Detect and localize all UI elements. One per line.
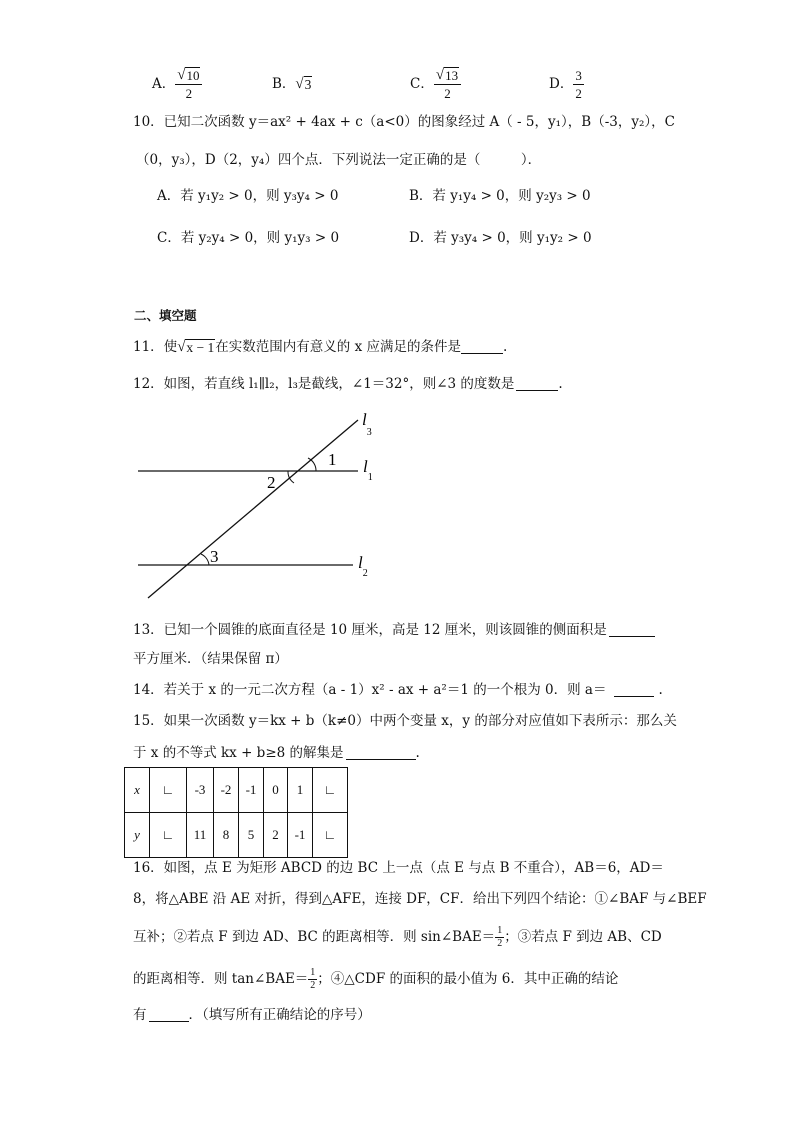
value-table: [124, 767, 348, 858]
line-l3: [148, 420, 358, 598]
option-label: C．: [410, 76, 434, 92]
q10-option-a: A．若 y₁y₂ > 0，则 y₃y₄ > 0: [157, 188, 339, 204]
table-cell: ∟: [150, 813, 187, 858]
option-label: A．: [152, 76, 176, 92]
parallel-lines-figure: [130, 408, 390, 604]
line-label-l2: $l_2$: [358, 553, 368, 579]
q16-line2: 8，将△ABE 沿 AE 对折，得到△AFE，连接 DF，CF．给出下列四个结论：①∠BAF 与∠BEF: [133, 891, 707, 907]
angle-label-2: 2: [267, 473, 276, 492]
q13-line2: 平方厘米．（结果保留 π）: [133, 651, 288, 667]
table-cell: 1: [288, 768, 313, 813]
table-cell: x: [125, 768, 150, 813]
angle-arc-3: [201, 554, 209, 565]
line-label-l3: $l_3$: [362, 410, 372, 438]
q15-line2: 于 x 的不等式 kx + b≥8 的解集是 .: [133, 745, 420, 761]
section-title: 二、填空题: [134, 308, 197, 323]
answer-blank[interactable]: [346, 747, 416, 760]
table-cell: ∟: [150, 768, 187, 813]
table-cell: -1: [239, 768, 264, 813]
q15-line1: 15．如果一次函数 y＝kx + b（k≠0）中两个变量 x，y 的部分对应值如下表所示：那么关: [133, 713, 677, 729]
q10-option-c: C．若 y₂y₄ > 0，则 y₁y₃ > 0: [157, 230, 340, 246]
fraction: $\frac{3}{2}$: [575, 67, 582, 101]
q10-option-d: D．若 y₃y₄ > 0，则 y₁y₂ > 0: [409, 230, 592, 246]
table-row: [125, 813, 348, 858]
q10-line1: 10．已知二次函数 y＝ax² + 4ax + c（a<0）的图象经过 A（ - 5，y₁），B（-3，y₂），C: [133, 114, 675, 130]
table-cell: 11: [187, 813, 214, 858]
q16-line4: 的距离相等．则 tan∠BAE＝ $\frac{1}{2}$ ；④△CDF 的面积的最小值为 6．其中正确的结论: [133, 966, 619, 991]
table-cell: 5: [239, 813, 264, 858]
q9-option-d: [549, 64, 584, 104]
q10-option-b: B．若 y₁y₄ > 0，则 y₂y₃ > 0: [409, 188, 591, 204]
q9-option-b: [272, 64, 312, 104]
table-cell: ∟: [313, 768, 348, 813]
sqrt-expression: √ x − 1: [177, 338, 215, 355]
answer-blank[interactable]: [609, 624, 655, 637]
answer-blank[interactable]: [461, 341, 503, 354]
fraction: $\frac{1}{2}$: [497, 924, 503, 949]
angle-label-3: 3: [210, 547, 219, 566]
q9-option-c: [410, 64, 461, 104]
answer-blank[interactable]: [614, 684, 654, 697]
q11: 11．使 √ x − 1 在实数范围内有意义的 x 应满足的条件是 .: [133, 338, 508, 355]
table-cell: -3: [187, 768, 214, 813]
fraction: √ 10 2: [175, 66, 202, 102]
q12: 12．如图，若直线 l₁∥l₂，l₃是截线，∠1＝32°，则∠3 的度数是 .: [133, 376, 563, 392]
q10-line2: （0，y₃），D（2，y₄）四个点．下列说法一定正确的是（ ）．: [136, 152, 542, 168]
table-cell: -2: [214, 768, 239, 813]
q16-line3: 互补；②若点 F 到边 AD、BC 的距离相等．则 sin∠BAE＝ $\frac{1}{2}$ ；③若点 F 到边 AB、CD: [133, 924, 662, 949]
q13-line1: 13．已知一个圆锥的底面直径是 10 厘米，高是 12 厘米，则该圆锥的侧面积是: [133, 620, 655, 640]
answer-blank[interactable]: [149, 1009, 189, 1022]
fraction: $\frac{1}{2}$: [310, 966, 316, 991]
table-cell: ∟: [313, 813, 348, 858]
answer-blank[interactable]: [516, 378, 558, 391]
q14: 14．若关于 x 的一元二次方程（a - 1）x² - ax + a²＝1 的一个根为 0．则 a＝ .: [133, 682, 663, 698]
fraction: √ 13 2: [434, 66, 461, 102]
table-cell: -1: [288, 813, 313, 858]
table-cell: 2: [264, 813, 288, 858]
table-cell: y: [125, 813, 150, 858]
line-label-l1: $l_1$: [363, 457, 373, 483]
angle-label-1: 1: [328, 450, 337, 469]
option-label: B．: [272, 76, 296, 92]
table-cell: 0: [264, 768, 288, 813]
option-label: D．: [549, 76, 574, 92]
q9-option-a: [152, 64, 202, 104]
table-cell: 8: [214, 813, 239, 858]
table-row: [125, 768, 348, 813]
sqrt-value: √ 3: [295, 75, 312, 92]
angle-arc-1: [308, 458, 316, 471]
q16-line5: 有 ．（填写所有正确结论的序号）: [133, 1007, 371, 1023]
q16-line1: 16．如图，点 E 为矩形 ABCD 的边 BC 上一点（点 E 与点 B 不重合），AB＝6，AD＝: [133, 860, 664, 876]
